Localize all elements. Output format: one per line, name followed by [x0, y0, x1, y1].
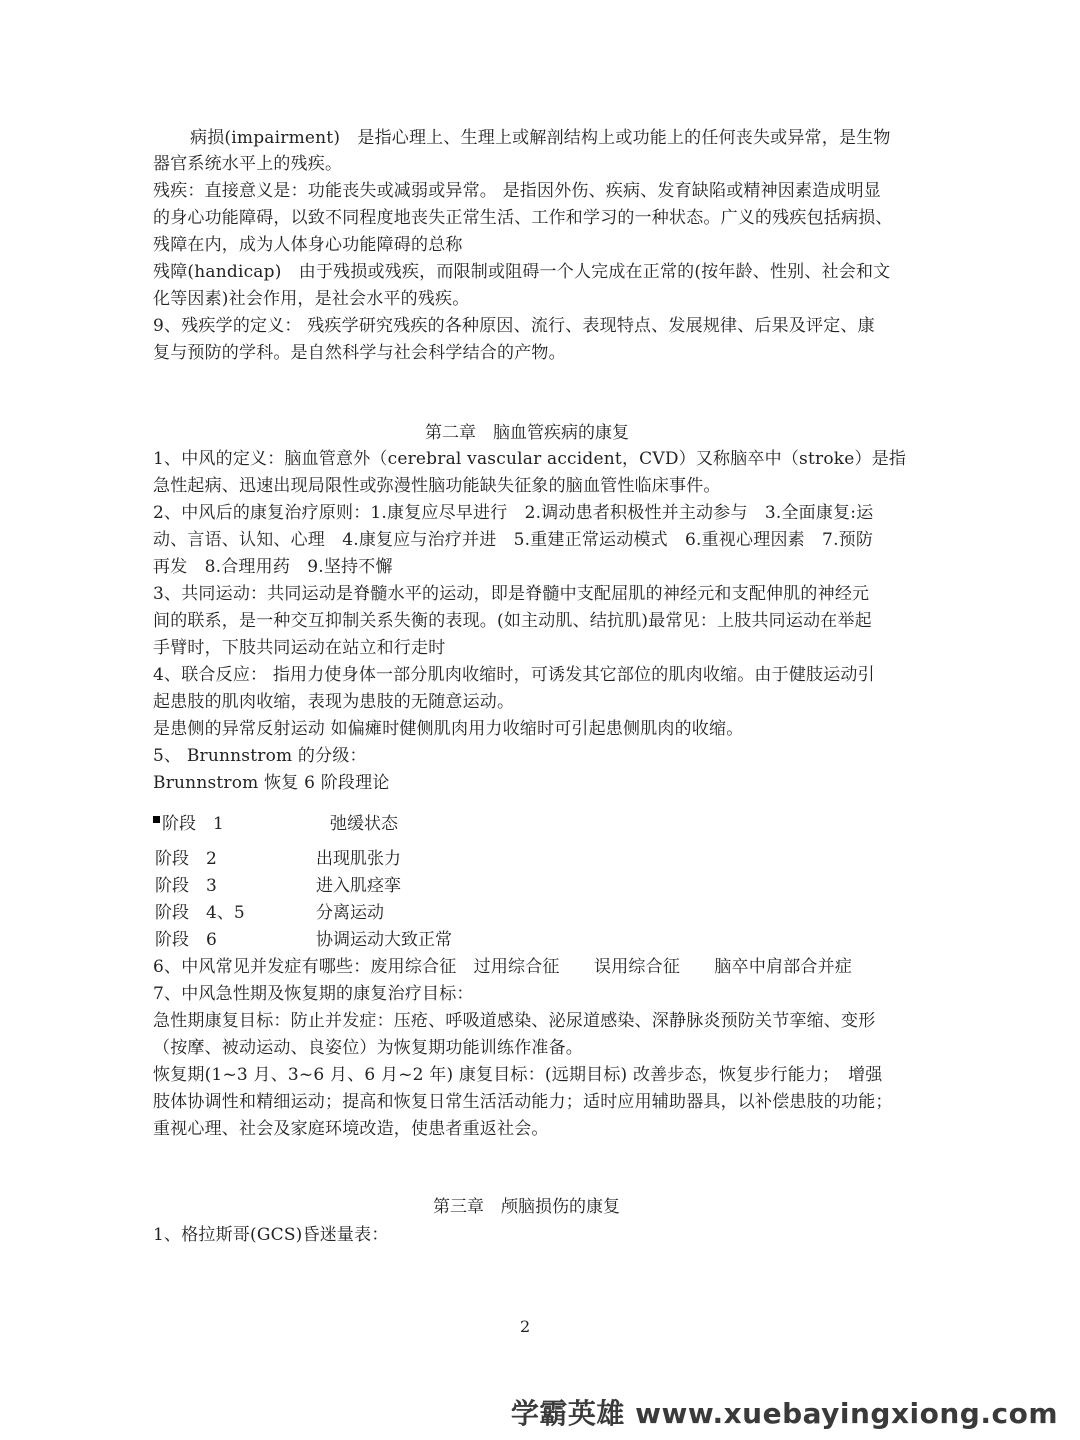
- associated-reaction-line-3: 是患侧的异常反射运动 如偏瘫时健侧肌肉用力收缩时可引起患侧肌肉的收缩。: [153, 719, 744, 739]
- stroke-definition-line-2: 急性起病、迅速出现局限性或弥漫性脑功能缺失征象的脑血管性临床事件。: [153, 476, 721, 496]
- stage-label: 阶段 3: [155, 876, 217, 896]
- disability-science-line-2: 复与预防的学科。是自然科学与社会科学结合的产物。: [153, 343, 566, 363]
- stage-desc: 进入肌痉挛: [316, 876, 401, 896]
- synergy-line-3: 手臂时，下肢共同运动在站立和行走时: [153, 638, 446, 658]
- goals-line-6: 重视心理、社会及家庭环境改造，使患者重返社会。: [153, 1119, 549, 1139]
- stage-label: 阶段 6: [155, 930, 217, 950]
- disability-line-1: 残疾：直接意义是：功能丧失或减弱或异常。 是指因外伤、疾病、发育缺陷或精神因素造成明显: [153, 181, 882, 201]
- synergy-line-1: 3、共同运动：共同运动是脊髓水平的运动，即是脊髓中支配屈肌的神经元和支配伸肌的神经元: [153, 584, 870, 604]
- goals-line-3: （按摩、被动运动、良姿位）为恢复期功能训练作准备。: [153, 1038, 583, 1058]
- chapter-3-title: 第三章 颅脑损伤的康复: [433, 1197, 620, 1217]
- watermark-footer: 学霸英雄 www.xuebayingxiong.com: [510, 1397, 1058, 1430]
- impairment-line-2: 器官系统水平上的残疾。: [153, 154, 343, 174]
- complications-line: 6、中风常见并发症有哪些：废用综合征 过用综合征 误用综合征 脑卒中肩部合并症: [153, 957, 853, 977]
- associated-reaction-line-2: 起患肢的肌肉收缩，表现为患肢的无随意运动。: [153, 692, 515, 712]
- page-number: 2: [520, 1317, 531, 1336]
- disability-science-line-1: 9、残疾学的定义： 残疾学研究残疾的各种原因、流行、表现特点、发展规律、后果及评定、康: [153, 316, 875, 336]
- stage-label: 阶段 2: [155, 849, 217, 869]
- rehab-principles-line-1: 2、中风后的康复治疗原则：1.康复应尽早进行 2.调动患者积极性并主动参与 3.全面康复:运: [153, 503, 874, 523]
- goals-line-2: 急性期康复目标：防止并发症：压疮、呼吸道感染、泌尿道感染、深静脉炎预防关节挛缩、变形: [153, 1011, 876, 1031]
- bullet-square-icon: [153, 816, 160, 823]
- goals-line-1: 7、中风急性期及恢复期的康复治疗目标：: [153, 984, 474, 1004]
- stage-desc: 弛缓状态: [330, 814, 398, 834]
- impairment-line-1: 病损(impairment) 是指心理上、生理上或解剖结构上或功能上的任何丧失或异常，是生物: [190, 128, 891, 148]
- goals-line-5: 肢体协调性和精细运动；提高和恢复日常生活活动能力；适时应用辅助器具，以补偿患肢的功能；: [153, 1092, 893, 1112]
- chapter-2-title: 第二章 脑血管疾病的康复: [425, 423, 629, 443]
- gcs-line: 1、格拉斯哥(GCS)昏迷量表：: [153, 1225, 389, 1245]
- stage-desc: 协调运动大致正常: [316, 930, 452, 950]
- stage-desc: 分离运动: [316, 903, 384, 923]
- handicap-line-2: 化等因素)社会作用，是社会水平的残疾。: [153, 289, 470, 309]
- rehab-principles-line-2: 动、言语、认知、心理 4.康复应与治疗并进 5.重建正常运动模式 6.重视心理因素 7.预防: [153, 530, 874, 550]
- stage-label: 阶段 4、5: [155, 903, 245, 923]
- rehab-principles-line-3: 再发 8.合理用药 9.坚持不懈: [153, 557, 393, 577]
- stroke-definition-line-1: 1、中风的定义：脑血管意外（cerebral vascular accident，CVD）又称脑卒中（stroke）是指: [153, 449, 907, 469]
- handicap-line-1: 残障(handicap) 由于残损或残疾，而限制或阻碍一个人完成在正常的(按年龄、性别、社会和文: [153, 262, 891, 282]
- brunnstrom-line-2: Brunnstrom 恢复 6 阶段理论: [153, 773, 390, 793]
- stage-label: 阶段 1: [162, 814, 224, 834]
- stage-desc: 出现肌张力: [316, 849, 401, 869]
- brunnstrom-line-1: 5、 Brunnstrom 的分级：: [153, 746, 367, 766]
- associated-reaction-line-1: 4、联合反应： 指用力使身体一部分肌肉收缩时，可诱发其它部位的肌肉收缩。由于健肢运动引: [153, 665, 875, 685]
- goals-line-4: 恢复期(1~3 月、3~6 月、6 月~2 年) 康复目标：(远期目标) 改善步态，恢复步行能力； 增强: [153, 1065, 883, 1085]
- disability-line-3: 残障在内，成为人体身心功能障碍的总称: [153, 235, 463, 255]
- disability-line-2: 的身心功能障碍，以致不同程度地丧失正常生活、工作和学习的一种状态。广义的残疾包括病损、: [153, 208, 893, 228]
- stage-row: [153, 811, 224, 837]
- synergy-line-2: 间的联系，是一种交互抑制关系失衡的表现。(如主动肌、结抗肌)最常见：上肢共同运动在举起: [153, 611, 872, 631]
